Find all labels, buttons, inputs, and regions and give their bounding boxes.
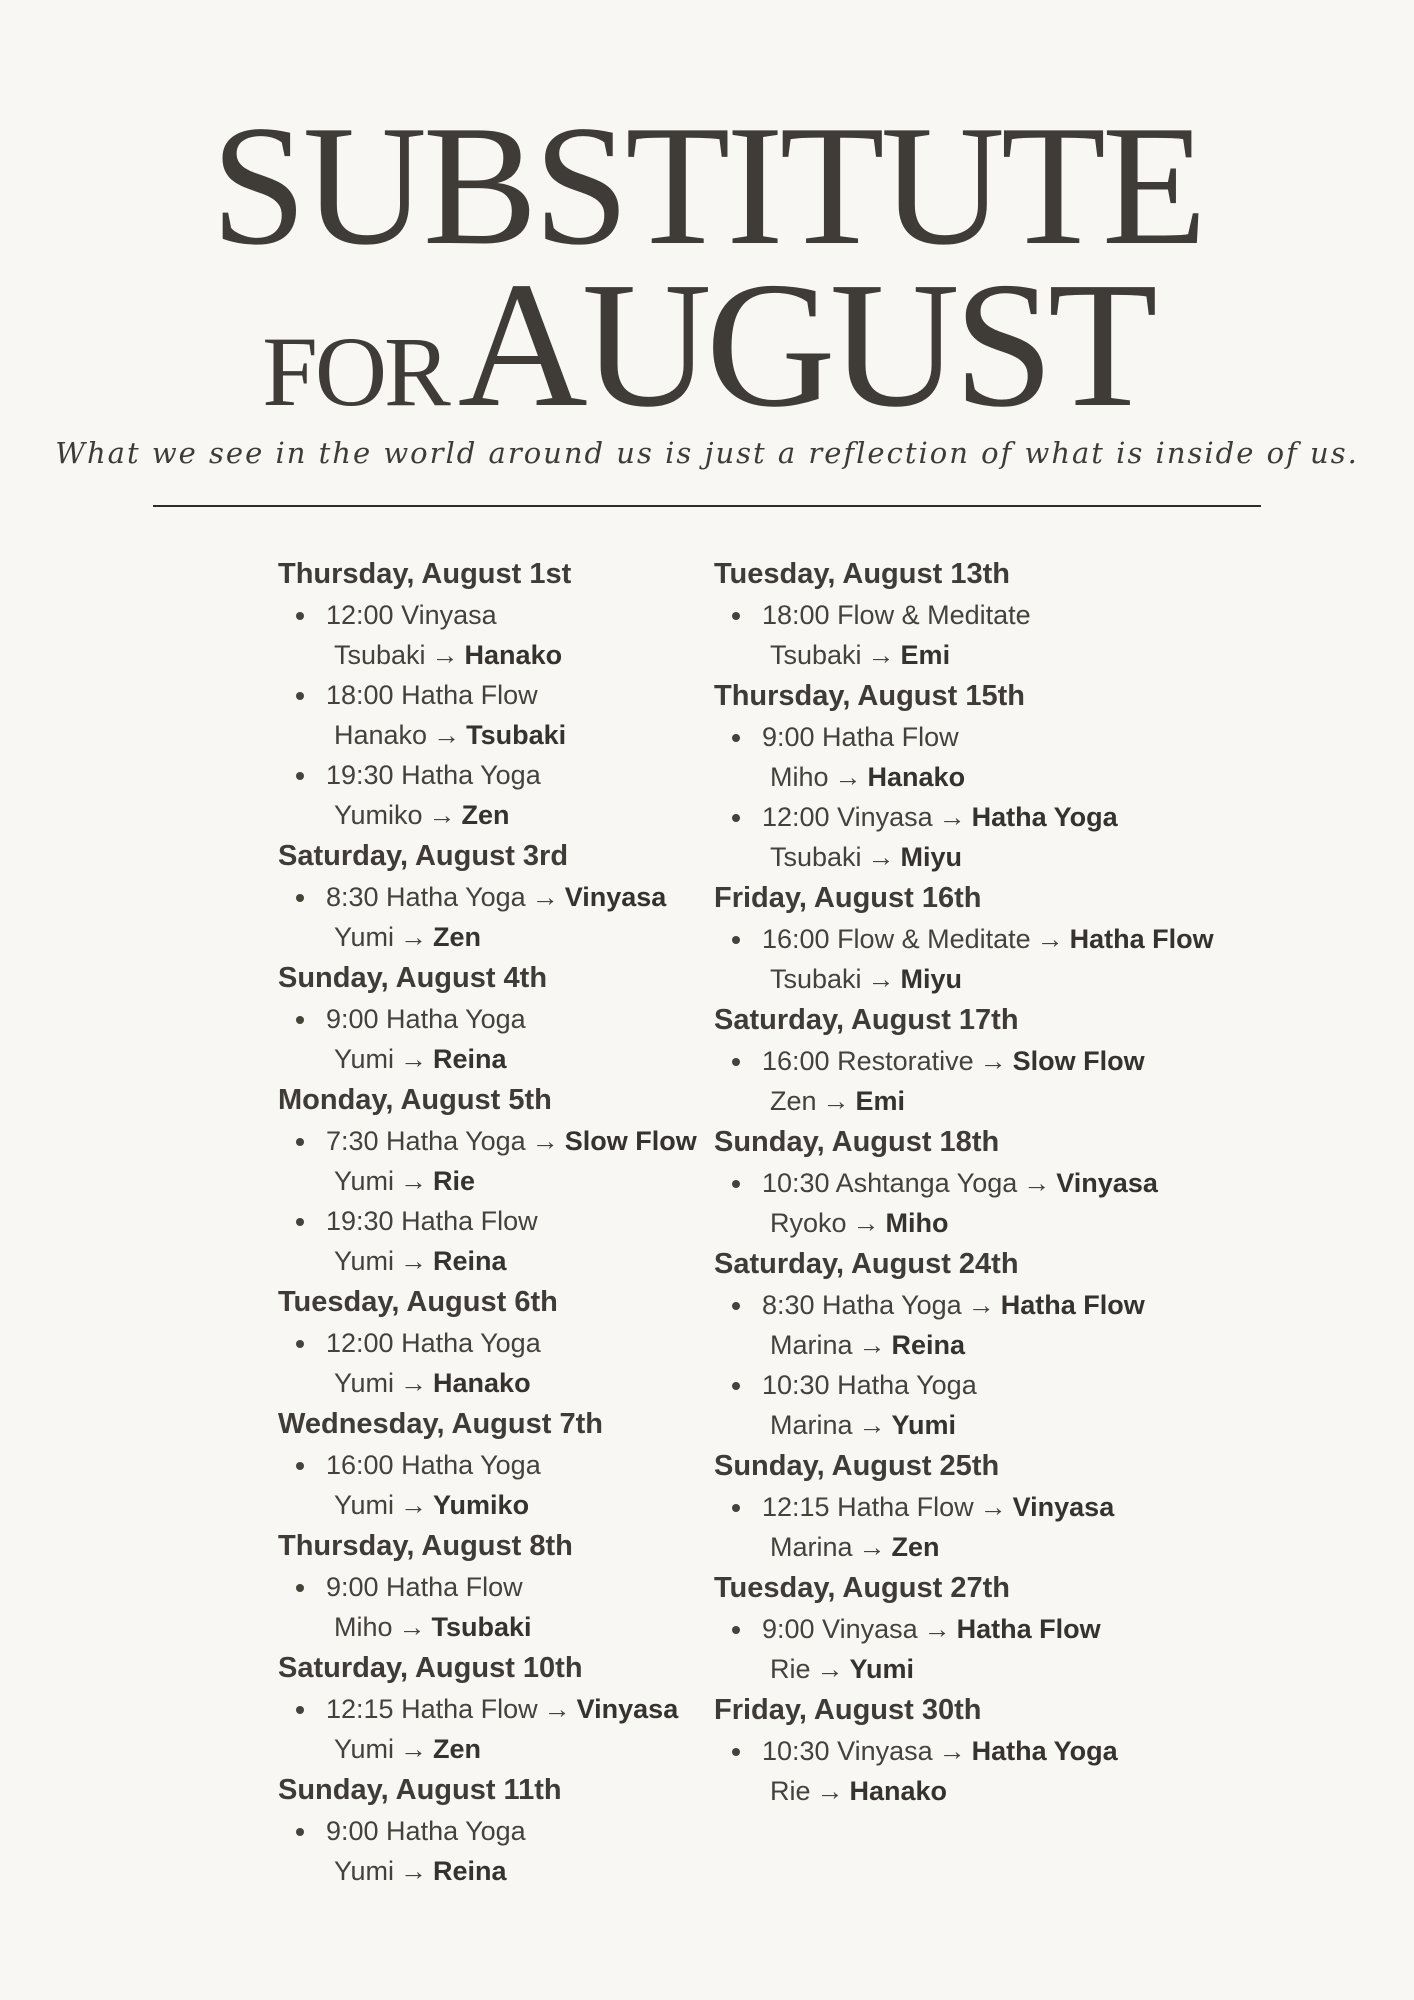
day-heading: Sunday, August 25th xyxy=(714,1450,1000,1482)
arrow-icon: → xyxy=(816,1654,844,1684)
arrow-icon: → xyxy=(979,1492,1007,1522)
arrow-icon: → xyxy=(433,720,461,750)
title-for: FOR xyxy=(262,316,448,427)
class-entry xyxy=(296,1689,718,1769)
substitute-teacher: Yumi xyxy=(891,1410,957,1440)
class-time-name: 9:00 Hatha Flow xyxy=(762,722,959,752)
substitute-teacher: Hanako xyxy=(867,762,966,792)
class-entry xyxy=(296,1567,718,1647)
class-time-name: 8:30 Hatha Yoga xyxy=(762,1290,962,1320)
changed-class: Vinyasa xyxy=(1012,1492,1115,1522)
class-entry xyxy=(732,1041,1154,1121)
arrow-icon: → xyxy=(867,842,895,872)
day-block xyxy=(714,877,1214,999)
arrow-icon: → xyxy=(834,762,862,792)
class-time-name: 9:00 Hatha Yoga xyxy=(326,1004,526,1034)
substitute-teacher: Zen xyxy=(891,1532,940,1562)
substitute-teacher: Miyu xyxy=(900,964,963,994)
day-block xyxy=(278,1079,718,1281)
substitute-teacher: Miyu xyxy=(900,842,963,872)
class-line xyxy=(296,675,718,715)
class-time-name: 18:00 Hatha Flow xyxy=(326,680,538,710)
left-schedule-column xyxy=(278,553,718,1891)
day-block xyxy=(278,1281,718,1403)
day-block xyxy=(714,1445,1154,1567)
original-teacher: Yumi xyxy=(334,1734,395,1764)
original-teacher: Marina xyxy=(770,1410,853,1440)
day-heading: Friday, August 30th xyxy=(714,1694,982,1726)
original-teacher: Rie xyxy=(770,1654,811,1684)
class-line xyxy=(732,1731,1154,1771)
day-heading: Thursday, August 8th xyxy=(278,1530,573,1562)
class-line xyxy=(732,919,1214,959)
class-line xyxy=(296,1811,718,1851)
substitute-teacher: Reina xyxy=(433,1044,507,1074)
original-teacher: Marina xyxy=(770,1532,853,1562)
day-heading: Sunday, August 11th xyxy=(278,1774,562,1806)
day-heading: Saturday, August 17th xyxy=(714,1004,1019,1036)
changed-class: Vinyasa xyxy=(576,1694,679,1724)
class-line xyxy=(296,999,718,1039)
original-teacher: Yumi xyxy=(334,1166,395,1196)
substitution-line xyxy=(732,635,1154,675)
class-line xyxy=(296,1121,718,1161)
substitution-line xyxy=(296,1729,718,1769)
arrow-icon: → xyxy=(400,1368,428,1398)
substitution-line xyxy=(732,1771,1154,1811)
class-entry xyxy=(732,1285,1154,1365)
class-line xyxy=(732,1487,1154,1527)
original-teacher: Rie xyxy=(770,1776,811,1806)
day-block xyxy=(714,999,1154,1121)
class-line xyxy=(296,1689,718,1729)
class-entry xyxy=(732,717,1154,797)
substitution-line xyxy=(732,1203,1154,1243)
class-line xyxy=(732,595,1154,635)
arrow-icon: → xyxy=(938,1736,966,1766)
substitution-line xyxy=(296,715,718,755)
arrow-icon: → xyxy=(398,1612,426,1642)
day-block xyxy=(278,1403,718,1525)
substitute-teacher: Zen xyxy=(433,922,482,952)
day-heading: Tuesday, August 6th xyxy=(278,1286,558,1318)
arrow-icon: → xyxy=(1036,924,1064,954)
day-block xyxy=(714,1243,1154,1445)
class-entry xyxy=(296,675,718,755)
substitute-teacher: Yumi xyxy=(849,1654,915,1684)
changed-class: Vinyasa xyxy=(1056,1168,1158,1198)
changed-class: Slow Flow xyxy=(1012,1046,1145,1076)
substitute-teacher: Tsubaki xyxy=(466,720,567,750)
day-block xyxy=(278,1647,718,1769)
arrow-icon: → xyxy=(400,1246,428,1276)
class-entry xyxy=(732,1487,1154,1567)
arrow-icon: → xyxy=(428,800,456,830)
arrow-icon: → xyxy=(400,922,428,952)
changed-class: Slow Flow xyxy=(564,1126,697,1156)
class-line xyxy=(732,717,1154,757)
original-teacher: Hanako xyxy=(334,720,428,750)
arrow-icon: → xyxy=(1023,1168,1051,1198)
arrow-icon: → xyxy=(400,1490,428,1520)
day-heading: Saturday, August 10th xyxy=(278,1652,583,1684)
arrow-icon: → xyxy=(400,1856,428,1886)
class-time-name: 7:30 Hatha Yoga xyxy=(326,1126,526,1156)
class-line xyxy=(732,1285,1154,1325)
day-heading: Monday, August 5th xyxy=(278,1084,552,1116)
original-teacher: Yumi xyxy=(334,1246,395,1276)
original-teacher: Tsubaki xyxy=(770,842,862,872)
substitution-line xyxy=(296,1241,718,1281)
class-entry xyxy=(732,919,1214,999)
original-teacher: Marina xyxy=(770,1330,853,1360)
arrow-icon: → xyxy=(400,1734,428,1764)
original-teacher: Yumi xyxy=(334,922,395,952)
substitute-teacher: Hanako xyxy=(464,640,563,670)
original-teacher: Yumi xyxy=(334,1368,395,1398)
substitute-teacher: Zen xyxy=(433,1734,482,1764)
class-entry xyxy=(732,1609,1154,1689)
arrow-icon: → xyxy=(531,882,559,912)
class-line xyxy=(296,1201,718,1241)
day-heading: Friday, August 16th xyxy=(714,882,982,914)
class-time-name: 19:30 Hatha Yoga xyxy=(326,760,541,790)
class-entry xyxy=(732,1163,1158,1243)
original-teacher: Tsubaki xyxy=(770,964,862,994)
title-line-2 xyxy=(0,245,1414,444)
changed-class: Hatha Flow xyxy=(1000,1290,1145,1320)
class-time-name: 12:00 Hatha Yoga xyxy=(326,1328,541,1358)
class-time-name: 18:00 Flow & Meditate xyxy=(762,600,1031,630)
arrow-icon: → xyxy=(431,640,459,670)
arrow-icon: → xyxy=(867,964,895,994)
class-line xyxy=(732,1365,1154,1405)
substitution-line xyxy=(296,1161,718,1201)
substitute-teacher: Reina xyxy=(433,1246,507,1276)
day-block xyxy=(714,1567,1154,1689)
original-teacher: Yumi xyxy=(334,1490,395,1520)
class-line xyxy=(296,1323,718,1363)
class-line xyxy=(296,755,718,795)
arrow-icon: → xyxy=(400,1166,428,1196)
substitution-line xyxy=(296,1039,718,1079)
original-teacher: Yumi xyxy=(334,1856,395,1886)
substitution-line xyxy=(296,1851,718,1891)
arrow-icon: → xyxy=(967,1290,995,1320)
changed-class: Hatha Flow xyxy=(1069,924,1214,954)
day-heading: Tuesday, August 13th xyxy=(714,558,1010,590)
substitute-teacher: Hanako xyxy=(849,1776,948,1806)
class-time-name: 12:00 Vinyasa xyxy=(762,802,933,832)
original-teacher: Miho xyxy=(770,762,829,792)
arrow-icon: → xyxy=(867,640,895,670)
substitution-line xyxy=(732,1527,1154,1567)
class-line xyxy=(732,1163,1158,1203)
class-entry xyxy=(296,755,718,835)
substitution-line xyxy=(296,917,718,957)
substitution-line xyxy=(732,1649,1154,1689)
original-teacher: Zen xyxy=(770,1086,817,1116)
substitution-line xyxy=(296,635,718,675)
class-time-name: 16:00 Hatha Yoga xyxy=(326,1450,541,1480)
changed-class: Hatha Flow xyxy=(956,1614,1101,1644)
class-line xyxy=(296,595,718,635)
class-entry xyxy=(732,1731,1154,1811)
substitution-line xyxy=(732,959,1154,999)
arrow-icon: → xyxy=(531,1126,559,1156)
quote: What we see in the world around us is just a reflection of what is inside of us. xyxy=(55,436,1359,470)
substitution-line xyxy=(732,757,1154,797)
arrow-icon: → xyxy=(822,1086,850,1116)
class-entry xyxy=(296,1445,718,1525)
original-teacher: Miho xyxy=(334,1612,393,1642)
class-time-name: 8:30 Hatha Yoga xyxy=(326,882,526,912)
arrow-icon: → xyxy=(923,1614,951,1644)
class-line xyxy=(296,1567,718,1607)
day-block xyxy=(278,957,718,1079)
class-time-name: 19:30 Hatha Flow xyxy=(326,1206,538,1236)
class-line xyxy=(732,797,1154,837)
substitute-teacher: Miho xyxy=(885,1208,949,1238)
changed-class: Hatha Yoga xyxy=(971,1736,1118,1766)
arrow-icon: → xyxy=(979,1046,1007,1076)
arrow-icon: → xyxy=(852,1208,880,1238)
class-time-name: 9:00 Hatha Flow xyxy=(326,1572,523,1602)
class-entry xyxy=(296,877,718,957)
header xyxy=(0,0,1414,520)
class-entry xyxy=(732,797,1154,877)
title-substitute: SUBSTITUTE xyxy=(211,91,1203,281)
class-time-name: 10:30 Hatha Yoga xyxy=(762,1370,977,1400)
class-line xyxy=(296,1445,718,1485)
substitute-teacher: Hanako xyxy=(433,1368,531,1398)
arrow-icon: → xyxy=(938,802,966,832)
substitute-teacher: Zen xyxy=(461,800,510,830)
class-entry xyxy=(296,1201,718,1281)
day-block xyxy=(278,835,718,957)
class-line xyxy=(732,1609,1154,1649)
arrow-icon: → xyxy=(858,1330,886,1360)
class-entry xyxy=(296,595,718,675)
substitution-line xyxy=(732,1081,1154,1121)
class-entry xyxy=(732,1365,1154,1445)
substitute-teacher: Tsubaki xyxy=(431,1612,532,1642)
class-time-name: 9:00 Vinyasa xyxy=(762,1614,918,1644)
arrow-icon: → xyxy=(400,1044,428,1074)
original-teacher: Tsubaki xyxy=(770,640,862,670)
arrow-icon: → xyxy=(543,1694,571,1724)
day-heading: Thursday, August 1st xyxy=(278,558,572,590)
class-time-name: 16:00 Restorative xyxy=(762,1046,974,1076)
arrow-icon: → xyxy=(858,1410,886,1440)
changed-class: Hatha Yoga xyxy=(971,802,1118,832)
day-block xyxy=(278,553,718,835)
substitution-line xyxy=(296,1363,718,1403)
day-heading: Saturday, August 24th xyxy=(714,1248,1019,1280)
class-time-name: 16:00 Flow & Meditate xyxy=(762,924,1031,954)
substitution-line xyxy=(732,1405,1154,1445)
original-teacher: Yumiko xyxy=(334,800,423,830)
day-block xyxy=(714,553,1154,675)
substitution-line xyxy=(296,1607,718,1647)
class-time-name: 10:30 Vinyasa xyxy=(762,1736,933,1766)
class-time-name: 9:00 Hatha Yoga xyxy=(326,1816,526,1846)
day-block xyxy=(714,1121,1158,1243)
day-block xyxy=(714,1689,1154,1811)
substitute-teacher: Emi xyxy=(855,1086,906,1116)
day-heading: Sunday, August 18th xyxy=(714,1126,1000,1158)
day-heading: Wednesday, August 7th xyxy=(278,1408,603,1440)
class-time-name: 12:00 Vinyasa xyxy=(326,600,497,630)
original-teacher: Tsubaki xyxy=(334,640,426,670)
original-teacher: Yumi xyxy=(334,1044,395,1074)
changed-class: Vinyasa xyxy=(564,882,667,912)
day-block xyxy=(278,1769,718,1891)
substitution-line xyxy=(732,837,1154,877)
class-line xyxy=(296,877,718,917)
substitute-teacher: Reina xyxy=(891,1330,966,1360)
day-heading: Sunday, August 4th xyxy=(278,962,548,994)
substitute-teacher: Yumiko xyxy=(433,1490,530,1520)
class-entry xyxy=(732,595,1154,675)
class-entry xyxy=(296,1323,718,1403)
class-time-name: 12:15 Hatha Flow xyxy=(762,1492,974,1522)
substitution-line xyxy=(296,1485,718,1525)
day-heading: Tuesday, August 27th xyxy=(714,1572,1010,1604)
substitute-teacher: Emi xyxy=(900,640,951,670)
substitution-line xyxy=(732,1325,1154,1365)
day-heading: Thursday, August 15th xyxy=(714,680,1025,712)
class-entry xyxy=(296,999,718,1079)
right-schedule-column xyxy=(714,553,1214,1811)
class-entry xyxy=(296,1811,718,1891)
substitution-line xyxy=(296,795,718,835)
substitute-teacher: Reina xyxy=(433,1856,507,1886)
class-time-name: 12:15 Hatha Flow xyxy=(326,1694,538,1724)
class-entry xyxy=(296,1121,718,1201)
divider xyxy=(153,505,1261,507)
original-teacher: Ryoko xyxy=(770,1208,847,1238)
arrow-icon: → xyxy=(858,1532,886,1562)
substitute-teacher: Rie xyxy=(433,1166,476,1196)
day-heading: Saturday, August 3rd xyxy=(278,840,569,872)
day-block xyxy=(714,675,1154,877)
title-month: AUGUST xyxy=(457,245,1152,444)
class-time-name: 10:30 Ashtanga Yoga xyxy=(762,1168,1018,1198)
class-line xyxy=(732,1041,1154,1081)
day-block xyxy=(278,1525,718,1647)
arrow-icon: → xyxy=(816,1776,844,1806)
